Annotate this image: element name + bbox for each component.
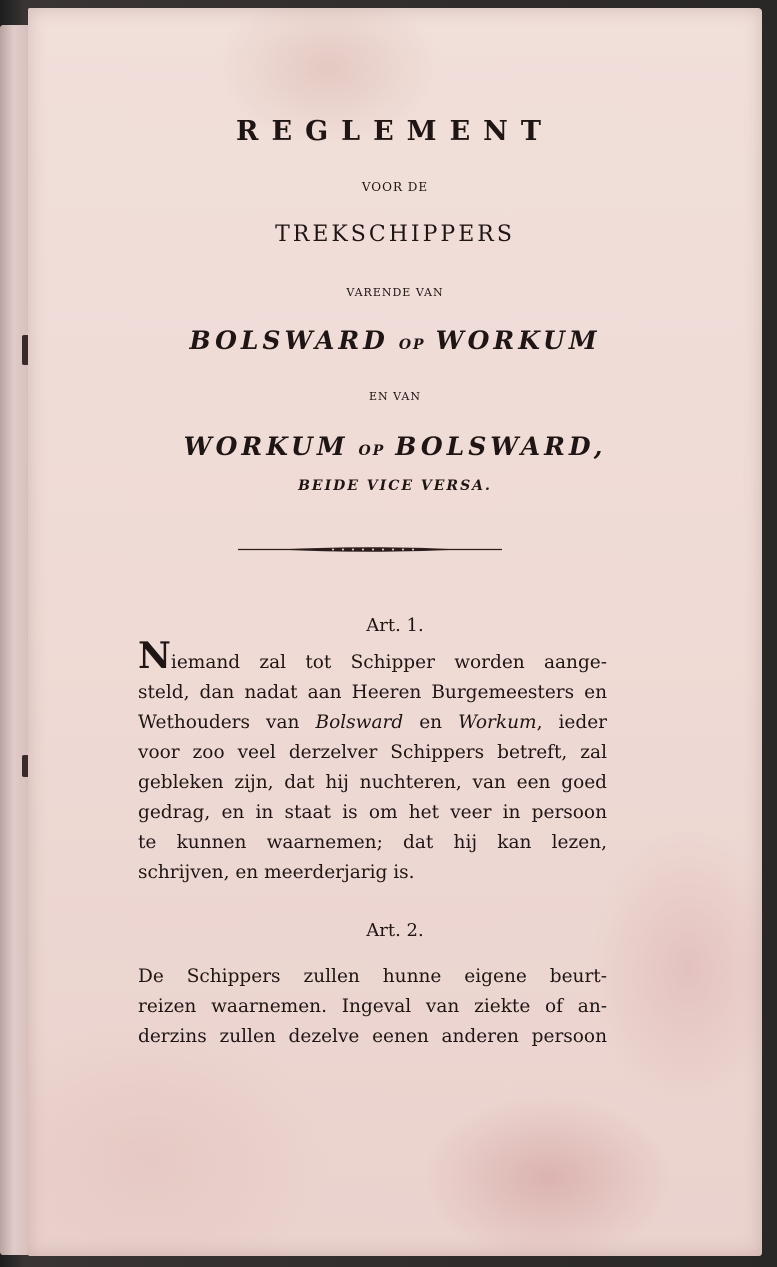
document-title: REGLEMENT xyxy=(236,116,554,147)
article-1-heading: Art. 1. xyxy=(366,615,424,636)
subtitle-varende-van: VARENDE VAN xyxy=(346,286,444,299)
city-bolsward: BOLSWARD, xyxy=(395,432,607,461)
route-op: OP xyxy=(358,443,386,459)
article-2-text xyxy=(138,962,607,1052)
italic-workum: Workum xyxy=(458,712,537,733)
article-2-heading: Art. 2. xyxy=(366,920,424,941)
text-line: te kunnen waarnemen; dat hij kan lezen, xyxy=(138,832,607,853)
text-line: gebleken zijn, dat hij nuchteren, van een goed xyxy=(138,772,607,793)
route-line-2 xyxy=(28,432,762,461)
drop-cap: N xyxy=(138,635,171,677)
subtitle-beide-vice-versa: BEIDE VICE VERSA. xyxy=(298,478,492,494)
text-line: Niemand zal tot Schipper worden aange- xyxy=(138,635,607,677)
subtitle-voor-de: VOOR DE xyxy=(361,180,429,194)
subtitle-trekschippers: TREKSCHIPPERS xyxy=(275,222,515,247)
book-page xyxy=(28,8,762,1256)
city-workum: WORKUM xyxy=(183,432,349,461)
city-bolsward: BOLSWARD xyxy=(189,326,389,355)
route-op: OP xyxy=(398,337,426,353)
text-line: reizen waarnemen. Ingeval van ziekte of an- xyxy=(138,996,607,1017)
text-line: Wethouders van Bolsward en Workum, ieder xyxy=(138,712,608,733)
article-1-text xyxy=(138,635,608,888)
city-workum: WORKUM xyxy=(435,326,601,355)
italic-bolsward: Bolsward xyxy=(315,712,404,733)
subtitle-en-van: EN VAN xyxy=(369,390,421,403)
text-line: steld, dan nadat aan Heeren Burgemeesters en xyxy=(138,682,607,703)
text-line: De Schippers zullen hunne eigene beurt- xyxy=(138,966,607,987)
route-line-1 xyxy=(28,326,762,355)
text-line: gedrag, en in staat is om het veer in persoon xyxy=(138,802,607,823)
text-line: schrijven, en meerderjarig is. xyxy=(138,862,415,883)
ornamental-rule xyxy=(238,546,502,553)
text-line: voor zoo veel derzelver Schippers betreft, zal xyxy=(138,742,607,763)
text-line: derzins zullen dezelve eenen anderen persoon xyxy=(138,1026,607,1047)
